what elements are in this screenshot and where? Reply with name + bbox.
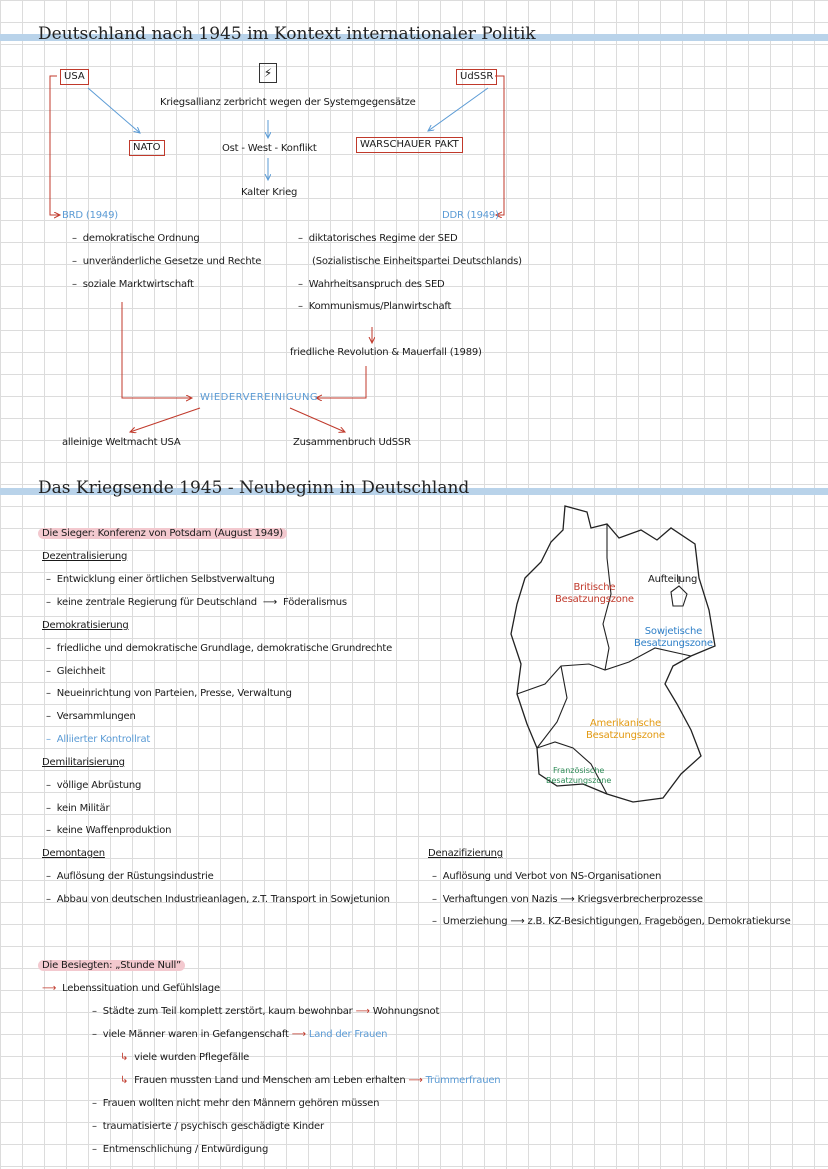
dezentralisierung-heading: Dezentralisierung [42, 551, 128, 562]
aufteilung-label: Aufteilung [648, 574, 698, 585]
list-item: – traumatisierte / psychisch geschädigte Kinder [92, 1121, 324, 1132]
denazifizierung-heading: Denazifizierung [428, 848, 503, 859]
list-item: – Gleichheit [46, 666, 106, 677]
ddr-label: DDR (1949) [442, 210, 499, 221]
list-item: – Alliierter Kontrollrat [46, 734, 151, 745]
demontagen-heading: Demontagen [42, 848, 105, 859]
potsdam-heading: Die Sieger: Konferenz von Potsdam (August 1949) [38, 528, 287, 539]
zusammenbruch-udssr: Zusammenbruch UdSSR [293, 437, 411, 448]
list-item: – Auflösung und Verbot von NS-Organisationen [432, 871, 662, 882]
list-item: – friedliche und demokratische Grundlage, demokratische Grundrechte [46, 643, 393, 654]
ddr-item: – Kommunismus/Planwirtschaft [298, 301, 452, 312]
list-item: – Auflösung der Rüstungsindustrie [46, 871, 214, 882]
list-item: – Frauen wollten nicht mehr den Männern gehören müssen [92, 1098, 380, 1109]
list-item: – Abbau von deutschen Industrieanlagen, z.T. Transport in Sowjetunion [46, 894, 390, 905]
brd-item: – soziale Marktwirtschaft [72, 279, 194, 290]
list-item: – Umerziehung ⟶ z.B. KZ-Besichtigungen, Fragebögen, Demokratiekurse [432, 916, 791, 927]
besiegten-heading: Die Besiegten: „Stunde Null” [38, 960, 185, 971]
list-item: ⟶ Lebenssituation und Gefühlslage [42, 983, 220, 994]
ost-west-konflikt: Ost - West - Konflikt [222, 143, 317, 154]
brd-item: – demokratische Ordnung [72, 233, 200, 244]
list-item: – Neueinrichtung von Parteien, Presse, Verwaltung [46, 688, 292, 699]
usa-box: USA [60, 69, 89, 85]
germany-occupation-map [495, 498, 730, 813]
ddr-item: (Sozialistische Einheitspartei Deutschlands) [312, 256, 522, 267]
section1-title: Deutschland nach 1945 im Kontext internationaler Politik [38, 24, 536, 44]
franzoesische-zone-label: Französische Besatzungszone [546, 766, 612, 785]
list-item: – Versammlungen [46, 711, 136, 722]
brd-item: – unveränderliche Gesetze und Rechte [72, 256, 262, 267]
list-item: – Entmenschlichung / Entwürdigung [92, 1144, 269, 1155]
nato-box: NATO [129, 140, 165, 156]
list-item: – kein Militär [46, 803, 110, 814]
kriegsallianz-text: Kriegsallianz zerbricht wegen der Systemgegensätze [160, 97, 416, 108]
section2-title: Das Kriegsende 1945 - Neubeginn in Deutschland [38, 478, 470, 498]
list-item: ↳ Frauen mussten Land und Menschen am Leben erhalten ⟶ Trümmerfrauen [120, 1075, 501, 1086]
warschauer-pakt-box: WARSCHAUER PAKT [356, 137, 463, 153]
demilitarisierung-heading: Demilitarisierung [42, 757, 125, 768]
brd-label: BRD (1949) [62, 210, 118, 221]
list-item: – keine Waffenproduktion [46, 825, 172, 836]
list-item: – viele Männer waren in Gefangenschaft ⟶ Land der Frauen [92, 1029, 388, 1040]
britische-zone-label: Britische Besatzungszone [555, 582, 634, 605]
list-item: – Städte zum Teil komplett zerstört, kaum bewohnbar ⟶ Wohnungsnot [92, 1006, 440, 1017]
ddr-item: – diktatorisches Regime der SED [298, 233, 458, 244]
weltmacht-usa: alleinige Weltmacht USA [62, 437, 181, 448]
list-item: – Entwicklung einer örtlichen Selbstverwaltung [46, 574, 275, 585]
list-item: – völlige Abrüstung [46, 780, 142, 791]
amerikanische-zone-label: Amerikanische Besatzungszone [586, 718, 665, 741]
lightning-icon: ⚡ [259, 63, 277, 83]
list-item: – keine zentrale Regierung für Deutschland ⟶ Föderalismus [46, 597, 347, 608]
ddr-item: – Wahrheitsanspruch des SED [298, 279, 445, 290]
list-item: – Verhaftungen von Nazis ⟶ Kriegsverbrecherprozesse [432, 894, 703, 905]
list-item: ↳ viele wurden Pflegefälle [120, 1052, 250, 1063]
kalter-krieg: Kalter Krieg [241, 187, 298, 198]
demokratisierung-heading: Demokratisierung [42, 620, 129, 631]
udssr-box: UdSSR [456, 69, 497, 85]
wiedervereinigung: WIEDERVEREINIGUNG [200, 392, 319, 403]
friedliche-revolution: friedliche Revolution & Mauerfall (1989) [290, 347, 482, 358]
sowjetische-zone-label: Sowjetische Besatzungszone [634, 626, 713, 649]
